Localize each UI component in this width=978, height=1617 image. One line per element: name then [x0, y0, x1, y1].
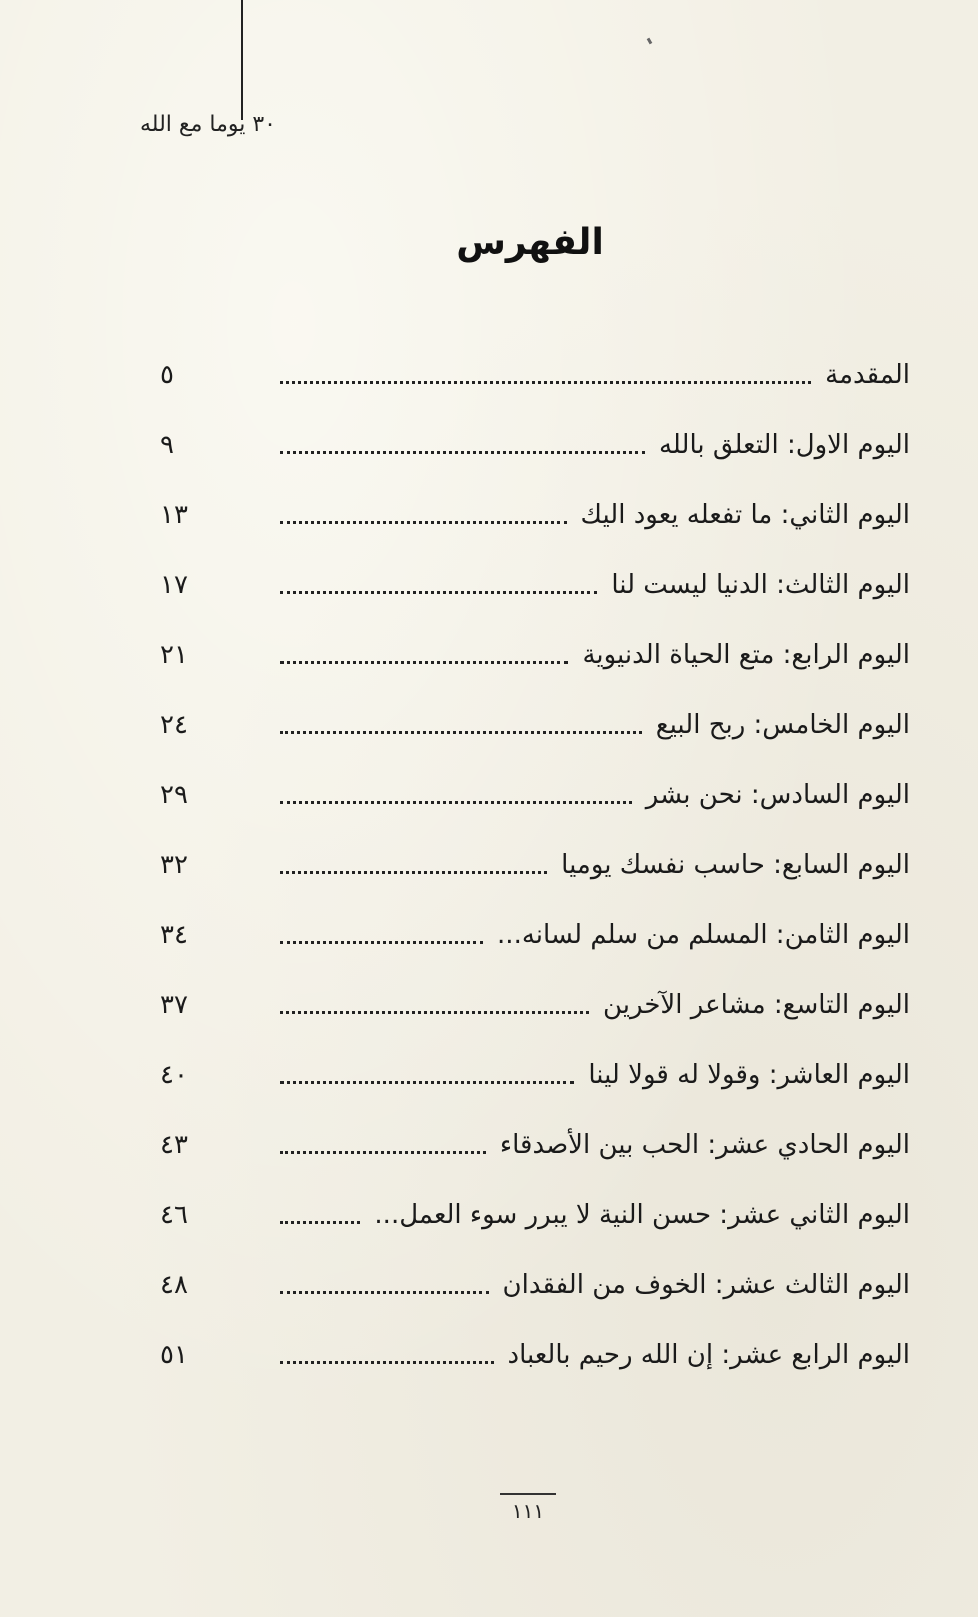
toc-page-number: ٢١: [160, 640, 188, 670]
toc-page-number: ٣٢: [160, 850, 188, 880]
toc-dot-leader: [280, 1151, 486, 1154]
toc-page-number: ٥: [160, 360, 174, 390]
toc-entry-label: اليوم السابع: حاسب نفسك يوميا: [561, 850, 910, 880]
toc-dot-leader: [280, 1011, 589, 1014]
toc-page-number: ٢٩: [160, 780, 188, 810]
toc-row[interactable]: [160, 1250, 910, 1320]
toc-row[interactable]: [160, 690, 910, 760]
toc-entry-label: اليوم الثالث عشر: الخوف من الفقدان: [502, 1270, 910, 1300]
toc-page-number: ١٣: [160, 500, 188, 530]
toc-row[interactable]: [160, 760, 910, 830]
toc-entry-label: اليوم الثاني عشر: حسن النية لا يبرر سوء العمل...: [374, 1200, 910, 1230]
toc-row[interactable]: [160, 970, 910, 1040]
toc-row[interactable]: [160, 1110, 910, 1180]
toc-dot-leader: [280, 1361, 494, 1364]
toc-entry-label: اليوم الاول: التعلق بالله: [658, 430, 910, 460]
running-head: ٣٠ يوما مع الله: [140, 112, 276, 137]
toc-row[interactable]: [160, 1040, 910, 1110]
toc-page-number: ١٧: [160, 570, 188, 600]
toc-entry-label: اليوم التاسع: مشاعر الآخرين: [602, 990, 910, 1020]
toc-dot-leader: [280, 871, 547, 874]
header-vertical-rule: [241, 0, 243, 120]
toc-dot-leader: [280, 591, 597, 594]
page-title: الفهرس: [456, 222, 604, 263]
toc-entry-label: اليوم الرابع عشر: إن الله رحيم بالعباد: [507, 1340, 910, 1370]
toc-row[interactable]: [160, 830, 910, 900]
toc-entry-label: اليوم الخامس: ربح البيع: [655, 710, 910, 740]
toc-row[interactable]: [160, 340, 910, 410]
toc-dot-leader: [280, 1291, 489, 1294]
toc-page-number: ٤٠: [160, 1060, 188, 1090]
toc-row[interactable]: [160, 410, 910, 480]
toc-entry-label: اليوم الثالث: الدنيا ليست لنا: [611, 570, 910, 600]
toc-page-number: ٩: [160, 430, 174, 460]
toc-entry-label: اليوم الثامن: المسلم من سلم لسانه...: [497, 920, 910, 950]
toc-dot-leader: [280, 731, 642, 734]
toc-page-number: ٤٦: [160, 1200, 188, 1230]
toc-row[interactable]: [160, 620, 910, 690]
toc-row[interactable]: [160, 1320, 910, 1390]
toc-page-number: ٤٣: [160, 1130, 188, 1160]
toc-row[interactable]: [160, 550, 910, 620]
page-number: ١١١: [500, 1493, 556, 1523]
toc-page-number: ٤٨: [160, 1270, 188, 1300]
toc-row[interactable]: [160, 1180, 910, 1250]
toc-dot-leader: [280, 451, 645, 454]
toc-entry-label: اليوم الثاني: ما تفعله يعود اليك: [580, 500, 910, 530]
table-of-contents: [160, 340, 910, 1390]
toc-dot-leader: [280, 1221, 360, 1224]
toc-page-number: ٣٤: [160, 920, 188, 950]
toc-page-number: ٣٧: [160, 990, 188, 1020]
toc-entry-label: اليوم العاشر: وقولا له قولا لينا: [588, 1060, 910, 1090]
toc-dot-leader: [280, 1081, 574, 1084]
toc-page-number: ٢٤: [160, 710, 188, 740]
toc-dot-leader: [280, 521, 567, 524]
toc-entry-label: اليوم الرابع: متع الحياة الدنيوية: [582, 640, 910, 670]
toc-dot-leader: [280, 381, 811, 384]
toc-dot-leader: [280, 661, 568, 664]
paper-speck: [647, 38, 653, 45]
toc-page-number: ٥١: [160, 1340, 188, 1370]
toc-entry-label: اليوم الحادي عشر: الحب بين الأصدقاء: [499, 1130, 910, 1160]
toc-entry-label: اليوم السادس: نحن بشر: [645, 780, 910, 810]
toc-row[interactable]: [160, 900, 910, 970]
toc-dot-leader: [280, 801, 632, 804]
toc-row[interactable]: [160, 480, 910, 550]
toc-dot-leader: [280, 941, 483, 944]
toc-entry-label: المقدمة: [825, 360, 910, 390]
